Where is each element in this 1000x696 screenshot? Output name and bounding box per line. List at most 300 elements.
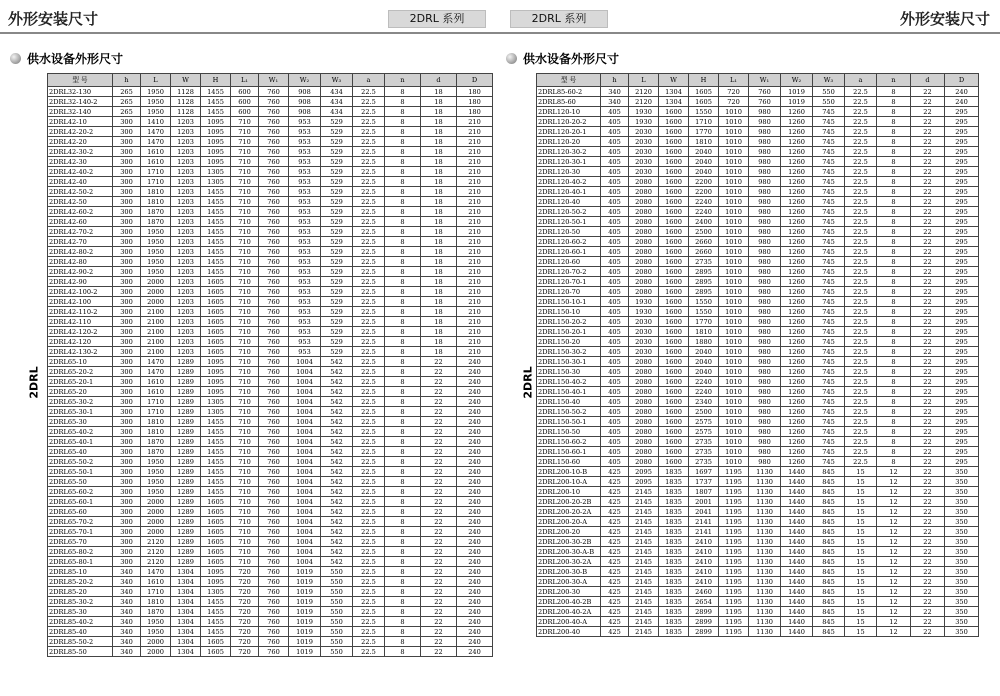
value-cell: 2895 bbox=[689, 267, 719, 277]
value-cell: 22 bbox=[911, 297, 945, 307]
value-cell: 1004 bbox=[289, 427, 321, 437]
value-cell: 22.5 bbox=[845, 407, 877, 417]
value-cell: 1440 bbox=[781, 527, 813, 537]
value-cell: 980 bbox=[749, 247, 781, 257]
model-cell: 2DRL42-20-2 bbox=[48, 127, 113, 137]
value-cell: 2095 bbox=[629, 467, 659, 477]
value-cell: 22 bbox=[911, 107, 945, 117]
model-cell: 2DRL120-40-2 bbox=[537, 177, 601, 187]
value-cell: 745 bbox=[813, 247, 845, 257]
model-cell: 2DRL32-130 bbox=[48, 87, 113, 97]
table-row bbox=[537, 457, 979, 467]
value-cell: 710 bbox=[231, 177, 259, 187]
value-cell: 760 bbox=[259, 367, 289, 377]
value-cell: 1600 bbox=[659, 387, 689, 397]
value-cell: 8 bbox=[385, 247, 421, 257]
value-cell: 1304 bbox=[171, 617, 201, 627]
value-cell: 8 bbox=[385, 187, 421, 197]
value-cell: 760 bbox=[259, 167, 289, 177]
value-cell: 8 bbox=[385, 467, 421, 477]
value-cell: 1260 bbox=[781, 127, 813, 137]
value-cell: 22.5 bbox=[845, 457, 877, 467]
value-cell: 405 bbox=[601, 127, 629, 137]
value-cell: 1950 bbox=[141, 97, 171, 107]
table-row bbox=[48, 297, 493, 307]
value-cell: 340 bbox=[113, 637, 141, 647]
value-cell: 2080 bbox=[629, 357, 659, 367]
value-cell: 710 bbox=[231, 507, 259, 517]
value-cell: 1610 bbox=[141, 377, 171, 387]
value-cell: 1195 bbox=[719, 517, 749, 527]
value-cell: 22 bbox=[911, 607, 945, 617]
value-cell: 1600 bbox=[659, 237, 689, 247]
model-cell: 2DRL65-30-2 bbox=[48, 397, 113, 407]
value-cell: 22 bbox=[421, 417, 457, 427]
value-cell: 1289 bbox=[171, 467, 201, 477]
value-cell: 22.5 bbox=[353, 387, 385, 397]
value-cell: 22 bbox=[421, 597, 457, 607]
column-header: L bbox=[141, 74, 171, 87]
value-cell: 908 bbox=[289, 107, 321, 117]
value-cell: 18 bbox=[421, 327, 457, 337]
value-cell: 1289 bbox=[171, 377, 201, 387]
value-cell: 760 bbox=[259, 147, 289, 157]
value-cell: 2030 bbox=[629, 147, 659, 157]
value-cell: 1095 bbox=[201, 577, 231, 587]
value-cell: 22.5 bbox=[845, 317, 877, 327]
value-cell: 1010 bbox=[719, 197, 749, 207]
value-cell: 295 bbox=[945, 337, 979, 347]
value-cell: 542 bbox=[321, 357, 353, 367]
value-cell: 300 bbox=[113, 507, 141, 517]
value-cell: 1010 bbox=[719, 127, 749, 137]
value-cell: 720 bbox=[231, 607, 259, 617]
value-cell: 240 bbox=[457, 517, 493, 527]
value-cell: 953 bbox=[289, 217, 321, 227]
value-cell: 295 bbox=[945, 427, 979, 437]
value-cell: 22 bbox=[911, 267, 945, 277]
value-cell: 8 bbox=[385, 367, 421, 377]
value-cell: 1455 bbox=[201, 607, 231, 617]
column-header: H bbox=[201, 74, 231, 87]
value-cell: 1130 bbox=[749, 517, 781, 527]
table-row bbox=[48, 337, 493, 347]
table-row bbox=[537, 137, 979, 147]
value-cell: 1600 bbox=[659, 137, 689, 147]
value-cell: 1600 bbox=[659, 117, 689, 127]
value-cell: 22 bbox=[421, 437, 457, 447]
value-cell: 340 bbox=[113, 627, 141, 637]
model-cell: 2DRL120-20-2 bbox=[537, 117, 601, 127]
model-cell: 2DRL150-20-1 bbox=[537, 327, 601, 337]
section-heading-right bbox=[506, 50, 619, 67]
value-cell: 1600 bbox=[659, 147, 689, 157]
value-cell: 12 bbox=[877, 567, 911, 577]
value-cell: 1470 bbox=[141, 357, 171, 367]
value-cell: 1260 bbox=[781, 417, 813, 427]
value-cell: 350 bbox=[945, 467, 979, 477]
value-cell: 1203 bbox=[171, 207, 201, 217]
table-row bbox=[537, 97, 979, 107]
value-cell: 22.5 bbox=[353, 537, 385, 547]
value-cell: 710 bbox=[231, 307, 259, 317]
value-cell: 760 bbox=[259, 487, 289, 497]
value-cell: 760 bbox=[259, 617, 289, 627]
value-cell: 295 bbox=[945, 237, 979, 247]
table-row bbox=[48, 187, 493, 197]
value-cell: 1605 bbox=[201, 327, 231, 337]
value-cell: 1289 bbox=[171, 427, 201, 437]
value-cell: 760 bbox=[259, 427, 289, 437]
value-cell: 300 bbox=[113, 437, 141, 447]
value-cell: 18 bbox=[421, 147, 457, 157]
value-cell: 953 bbox=[289, 337, 321, 347]
value-cell: 710 bbox=[231, 557, 259, 567]
value-cell: 1203 bbox=[171, 117, 201, 127]
value-cell: 22.5 bbox=[353, 277, 385, 287]
value-cell: 2141 bbox=[689, 527, 719, 537]
model-cell: 2DRL150-20 bbox=[537, 337, 601, 347]
model-cell: 2DRL42-60 bbox=[48, 217, 113, 227]
value-cell: 15 bbox=[845, 607, 877, 617]
model-cell: 2DRL200-40-2A bbox=[537, 607, 601, 617]
value-cell: 1019 bbox=[289, 597, 321, 607]
value-cell: 8 bbox=[385, 637, 421, 647]
value-cell: 300 bbox=[113, 497, 141, 507]
table-row bbox=[48, 307, 493, 317]
value-cell: 240 bbox=[945, 87, 979, 97]
value-cell: 2000 bbox=[141, 277, 171, 287]
value-cell: 1010 bbox=[719, 257, 749, 267]
value-cell: 2000 bbox=[141, 297, 171, 307]
value-cell: 1010 bbox=[719, 137, 749, 147]
value-cell: 1605 bbox=[201, 337, 231, 347]
value-cell: 1440 bbox=[781, 537, 813, 547]
value-cell: 2410 bbox=[689, 537, 719, 547]
value-cell: 8 bbox=[385, 387, 421, 397]
value-cell: 240 bbox=[457, 447, 493, 457]
model-cell: 2DRL200-10-A bbox=[537, 477, 601, 487]
model-cell: 2DRL150-50-1 bbox=[537, 417, 601, 427]
value-cell: 8 bbox=[385, 437, 421, 447]
value-cell: 1455 bbox=[201, 97, 231, 107]
value-cell: 1095 bbox=[201, 387, 231, 397]
value-cell: 1203 bbox=[171, 327, 201, 337]
value-cell: 1455 bbox=[201, 617, 231, 627]
value-cell: 2895 bbox=[689, 287, 719, 297]
value-cell: 1455 bbox=[201, 597, 231, 607]
value-cell: 340 bbox=[601, 87, 629, 97]
value-cell: 22 bbox=[911, 97, 945, 107]
value-cell: 405 bbox=[601, 407, 629, 417]
value-cell: 1195 bbox=[719, 487, 749, 497]
value-cell: 710 bbox=[231, 267, 259, 277]
value-cell: 710 bbox=[231, 187, 259, 197]
value-cell: 1455 bbox=[201, 417, 231, 427]
value-cell: 1203 bbox=[171, 297, 201, 307]
value-cell: 22 bbox=[911, 317, 945, 327]
value-cell: 1260 bbox=[781, 387, 813, 397]
section-title-right: 供水设备外形尺寸 bbox=[523, 52, 620, 66]
value-cell: 8 bbox=[385, 267, 421, 277]
value-cell: 710 bbox=[231, 257, 259, 267]
value-cell: 1260 bbox=[781, 297, 813, 307]
value-cell: 1203 bbox=[171, 317, 201, 327]
value-cell: 8 bbox=[385, 97, 421, 107]
value-cell: 405 bbox=[601, 337, 629, 347]
value-cell: 1004 bbox=[289, 547, 321, 557]
value-cell: 1195 bbox=[719, 467, 749, 477]
value-cell: 22.5 bbox=[353, 337, 385, 347]
value-cell: 300 bbox=[113, 167, 141, 177]
value-cell: 1600 bbox=[659, 367, 689, 377]
value-cell: 1010 bbox=[719, 277, 749, 287]
value-cell: 22.5 bbox=[845, 387, 877, 397]
value-cell: 745 bbox=[813, 207, 845, 217]
section-heading-left bbox=[10, 50, 123, 67]
value-cell: 1004 bbox=[289, 537, 321, 547]
value-cell: 2080 bbox=[629, 227, 659, 237]
value-cell: 22 bbox=[421, 617, 457, 627]
model-cell: 2DRL120-70 bbox=[537, 287, 601, 297]
value-cell: 1305 bbox=[201, 167, 231, 177]
value-cell: 300 bbox=[113, 347, 141, 357]
value-cell: 22.5 bbox=[353, 557, 385, 567]
value-cell: 1289 bbox=[171, 357, 201, 367]
model-cell: 2DRL200-40 bbox=[537, 627, 601, 637]
value-cell: 2735 bbox=[689, 437, 719, 447]
value-cell: 18 bbox=[421, 187, 457, 197]
value-cell: 529 bbox=[321, 297, 353, 307]
value-cell: 405 bbox=[601, 107, 629, 117]
value-cell: 300 bbox=[113, 237, 141, 247]
table-row bbox=[537, 527, 979, 537]
value-cell: 1710 bbox=[141, 587, 171, 597]
value-cell: 760 bbox=[259, 517, 289, 527]
model-cell: 2DRL85-20 bbox=[48, 587, 113, 597]
value-cell: 529 bbox=[321, 127, 353, 137]
table-row bbox=[537, 627, 979, 637]
value-cell: 240 bbox=[457, 557, 493, 567]
column-header: h bbox=[113, 74, 141, 87]
value-cell: 22.5 bbox=[353, 357, 385, 367]
value-cell: 8 bbox=[385, 337, 421, 347]
value-cell: 15 bbox=[845, 487, 877, 497]
value-cell: 1203 bbox=[171, 177, 201, 187]
value-cell: 980 bbox=[749, 277, 781, 287]
value-cell: 22.5 bbox=[353, 147, 385, 157]
value-cell: 1600 bbox=[659, 337, 689, 347]
column-header: L₁ bbox=[719, 74, 749, 87]
value-cell: 1195 bbox=[719, 477, 749, 487]
model-cell: 2DRL42-30-2 bbox=[48, 147, 113, 157]
value-cell: 745 bbox=[813, 197, 845, 207]
value-cell: 980 bbox=[749, 177, 781, 187]
value-cell: 22.5 bbox=[353, 307, 385, 317]
value-cell: 22 bbox=[911, 507, 945, 517]
value-cell: 15 bbox=[845, 517, 877, 527]
model-cell: 2DRL85-50 bbox=[48, 647, 113, 657]
table-row bbox=[48, 507, 493, 517]
value-cell: 240 bbox=[457, 407, 493, 417]
value-cell: 210 bbox=[457, 137, 493, 147]
value-cell: 1010 bbox=[719, 247, 749, 257]
value-cell: 8 bbox=[877, 97, 911, 107]
value-cell: 2200 bbox=[689, 187, 719, 197]
value-cell: 710 bbox=[231, 117, 259, 127]
value-cell: 2120 bbox=[141, 557, 171, 567]
value-cell: 300 bbox=[113, 187, 141, 197]
value-cell: 300 bbox=[113, 227, 141, 237]
value-cell: 22.5 bbox=[353, 327, 385, 337]
value-cell: 295 bbox=[945, 327, 979, 337]
value-cell: 22.5 bbox=[845, 117, 877, 127]
model-cell: 2DRL65-70 bbox=[48, 537, 113, 547]
value-cell: 22.5 bbox=[353, 127, 385, 137]
table-row bbox=[48, 377, 493, 387]
table-row bbox=[537, 177, 979, 187]
value-cell: 1260 bbox=[781, 197, 813, 207]
value-cell: 1004 bbox=[289, 557, 321, 567]
value-cell: 12 bbox=[877, 617, 911, 627]
value-cell: 760 bbox=[259, 377, 289, 387]
value-cell: 210 bbox=[457, 207, 493, 217]
value-cell: 1610 bbox=[141, 577, 171, 587]
value-cell: 350 bbox=[945, 567, 979, 577]
value-cell: 22 bbox=[421, 497, 457, 507]
value-cell: 745 bbox=[813, 307, 845, 317]
value-cell: 1260 bbox=[781, 347, 813, 357]
value-cell: 22.5 bbox=[353, 607, 385, 617]
model-cell: 2DRL65-70-2 bbox=[48, 517, 113, 527]
value-cell: 22 bbox=[911, 237, 945, 247]
value-cell: 22.5 bbox=[353, 427, 385, 437]
value-cell: 340 bbox=[113, 567, 141, 577]
value-cell: 2141 bbox=[689, 517, 719, 527]
value-cell: 980 bbox=[749, 127, 781, 137]
value-cell: 542 bbox=[321, 437, 353, 447]
value-cell: 953 bbox=[289, 137, 321, 147]
value-cell: 8 bbox=[385, 167, 421, 177]
value-cell: 1600 bbox=[659, 257, 689, 267]
model-cell: 2DRL65-70-1 bbox=[48, 527, 113, 537]
table-row bbox=[537, 147, 979, 157]
value-cell: 300 bbox=[113, 377, 141, 387]
value-cell: 1440 bbox=[781, 577, 813, 587]
value-cell: 710 bbox=[231, 537, 259, 547]
model-cell: 2DRL150-40-2 bbox=[537, 377, 601, 387]
value-cell: 2030 bbox=[629, 317, 659, 327]
value-cell: 22 bbox=[911, 587, 945, 597]
table-row bbox=[537, 387, 979, 397]
value-cell: 1203 bbox=[171, 227, 201, 237]
value-cell: 8 bbox=[385, 217, 421, 227]
value-cell: 1130 bbox=[749, 597, 781, 607]
value-cell: 18 bbox=[421, 267, 457, 277]
value-cell: 1128 bbox=[171, 107, 201, 117]
value-cell: 2080 bbox=[629, 437, 659, 447]
table-row bbox=[537, 407, 979, 417]
value-cell: 22.5 bbox=[353, 217, 385, 227]
value-cell: 845 bbox=[813, 577, 845, 587]
value-cell: 953 bbox=[289, 147, 321, 157]
value-cell: 980 bbox=[749, 457, 781, 467]
value-cell: 22 bbox=[911, 227, 945, 237]
column-header: d bbox=[911, 74, 945, 87]
value-cell: 434 bbox=[321, 107, 353, 117]
value-cell: 295 bbox=[945, 287, 979, 297]
value-cell: 300 bbox=[113, 197, 141, 207]
value-cell: 845 bbox=[813, 627, 845, 637]
value-cell: 745 bbox=[813, 317, 845, 327]
value-cell: 1010 bbox=[719, 217, 749, 227]
value-cell: 2899 bbox=[689, 607, 719, 617]
model-cell: 2DRL42-90 bbox=[48, 277, 113, 287]
value-cell: 760 bbox=[259, 127, 289, 137]
value-cell: 710 bbox=[231, 487, 259, 497]
value-cell: 745 bbox=[813, 137, 845, 147]
value-cell: 980 bbox=[749, 407, 781, 417]
value-cell: 1289 bbox=[171, 407, 201, 417]
value-cell: 8 bbox=[385, 377, 421, 387]
table-row bbox=[537, 157, 979, 167]
value-cell: 1019 bbox=[289, 627, 321, 637]
value-cell: 1835 bbox=[659, 537, 689, 547]
value-cell: 15 bbox=[845, 507, 877, 517]
value-cell: 1130 bbox=[749, 467, 781, 477]
value-cell: 22.5 bbox=[845, 287, 877, 297]
model-cell: 2DRL65-30 bbox=[48, 417, 113, 427]
value-cell: 18 bbox=[421, 127, 457, 137]
value-cell: 22.5 bbox=[353, 247, 385, 257]
model-cell: 2DRL65-40 bbox=[48, 447, 113, 457]
series-tab-left: 2DRL 系列 bbox=[388, 10, 486, 28]
model-cell: 2DRL85-60 bbox=[537, 97, 601, 107]
value-cell: 210 bbox=[457, 147, 493, 157]
model-cell: 2DRL65-50 bbox=[48, 477, 113, 487]
value-cell: 1770 bbox=[689, 317, 719, 327]
value-cell: 22.5 bbox=[353, 647, 385, 657]
value-cell: 240 bbox=[457, 487, 493, 497]
value-cell: 1004 bbox=[289, 437, 321, 447]
value-cell: 405 bbox=[601, 187, 629, 197]
model-cell: 2DRL120-60-1 bbox=[537, 247, 601, 257]
value-cell: 710 bbox=[231, 217, 259, 227]
value-cell: 180 bbox=[457, 87, 493, 97]
value-cell: 710 bbox=[231, 277, 259, 287]
value-cell: 425 bbox=[601, 497, 629, 507]
model-cell: 2DRL42-100 bbox=[48, 297, 113, 307]
value-cell: 8 bbox=[385, 397, 421, 407]
value-cell: 1304 bbox=[659, 87, 689, 97]
model-cell: 2DRL85-40-2 bbox=[48, 617, 113, 627]
value-cell: 405 bbox=[601, 227, 629, 237]
value-cell: 8 bbox=[877, 447, 911, 457]
value-cell: 405 bbox=[601, 307, 629, 317]
value-cell: 8 bbox=[385, 627, 421, 637]
value-cell: 22.5 bbox=[845, 137, 877, 147]
value-cell: 710 bbox=[231, 497, 259, 507]
value-cell: 405 bbox=[601, 137, 629, 147]
value-cell: 8 bbox=[877, 327, 911, 337]
value-cell: 295 bbox=[945, 417, 979, 427]
model-cell: 2DRL150-20-2 bbox=[537, 317, 601, 327]
value-cell: 529 bbox=[321, 307, 353, 317]
value-cell: 1010 bbox=[719, 307, 749, 317]
value-cell: 1004 bbox=[289, 367, 321, 377]
table-header-row bbox=[48, 74, 493, 87]
model-cell: 2DRL65-60 bbox=[48, 507, 113, 517]
